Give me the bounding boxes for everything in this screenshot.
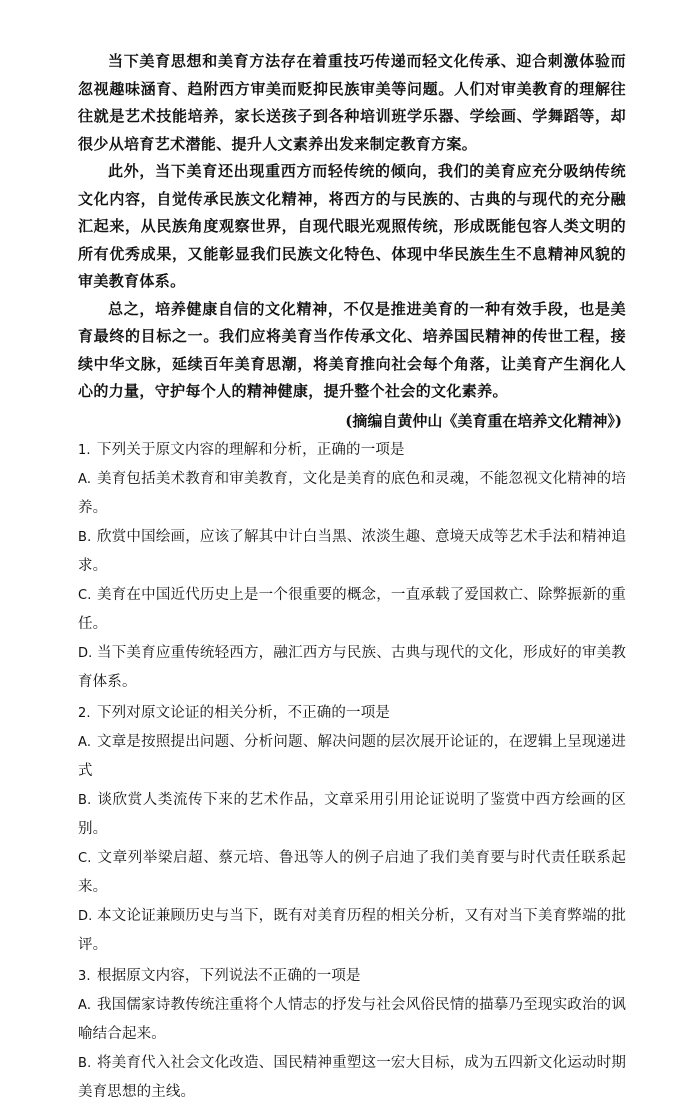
question-3: [78, 962, 626, 1107]
option-label: A.: [78, 997, 92, 1013]
option-text: 美育在中国近代历史上是一个很重要的概念，一直承载了爱国救亡、除弊振新的重任。: [78, 586, 626, 632]
option-label: A.: [78, 471, 92, 487]
option-label: C.: [78, 850, 92, 866]
option-text: 谈欣赏人类流传下来的艺术作品，文章采用引用论证说明了鉴赏中西方绘画的区别。: [78, 791, 626, 837]
option-label: D.: [78, 645, 93, 661]
option-text: 当下美育应重传统轻西方，融汇西方与民族、古典与现代的文化，形成好的审美教育体系。: [78, 644, 626, 690]
passage-source: (摘编自黄仲山《美育重在培养文化精神》): [345, 411, 622, 430]
option-text: 文章列举梁启超、蔡元培、鲁迅等人的例子启迪了我们美育要与时代责任联系起来。: [78, 849, 626, 895]
option-b[interactable]: [78, 1049, 626, 1107]
option-c[interactable]: [78, 581, 626, 639]
option-d[interactable]: [78, 902, 626, 960]
option-text: 将美育代入社会文化改造、国民精神重塑这一宏大目标，成为五四新文化运动时期美育思想的主线。: [78, 1054, 626, 1100]
option-b[interactable]: [78, 786, 626, 844]
question-number: 3.: [78, 968, 91, 984]
document-page: [78, 48, 626, 1107]
passage-paragraph-3: 总之，培养健康自信的文化精神，不仅是推进美育的一种有效手段，也是美育最终的目标之一。我们应将美育当作传承文化、培养国民精神的传世工程，接续中华文脉，延续百年美育思潮，将美育推向社会每个角落，让美育产生润化人心的力量，守护每个人的精神健康，提升整个社会的文化素养。: [78, 299, 626, 400]
question-text: 下列关于原文内容的理解和分析，正确的一项是: [97, 441, 405, 458]
passage-paragraph-1: 当下美育思想和美育方法存在着重技巧传递而轻文化传承、迎合刺激体验而忽视趣味涵育、趋附西方审美而贬抑民族审美等问题。人们对审美教育的理解往往就是艺术技能培养，家长送孩子到各种培训班学乐器、学绘画、学舞蹈等，却很少从培育艺术潜能、提升人文素养出发来制定教育方案。: [78, 52, 626, 153]
option-c[interactable]: [78, 844, 626, 902]
question-1: [78, 436, 626, 697]
option-text: 文章是按照提出问题、分析问题、解决问题的层次展开论证的，在逻辑上呈现递进式: [78, 733, 626, 779]
option-label: B.: [78, 1055, 92, 1071]
option-label: B.: [78, 529, 92, 545]
option-text: 美育包括美术教育和审美教育，文化是美育的底色和灵魂，不能忽视文化精神的培养。: [78, 470, 626, 516]
option-label: A.: [78, 734, 92, 750]
option-label: B.: [78, 792, 92, 808]
question-stem: [78, 699, 626, 728]
option-label: D.: [78, 908, 93, 924]
option-text: 本文论证兼顾历史与当下，既有对美育历程的相关分析，又有对当下美育弊端的批评。: [78, 907, 626, 953]
option-a[interactable]: [78, 728, 626, 786]
question-text: 下列对原文论证的相关分析，不正确的一项是: [97, 704, 390, 721]
question-stem: [78, 962, 626, 991]
option-text: 欣赏中国绘画，应该了解其中计白当黑、浓淡生趣、意境天成等艺术手法和精神追求。: [78, 528, 626, 574]
option-label: C.: [78, 587, 92, 603]
option-a[interactable]: [78, 465, 626, 523]
question-stem: [78, 436, 626, 465]
question-2: [78, 699, 626, 960]
option-d[interactable]: [78, 639, 626, 697]
question-number: 1.: [78, 442, 91, 458]
question-number: 2.: [78, 705, 91, 721]
question-text: 根据原文内容，下列说法不正确的一项是: [97, 967, 361, 984]
option-a[interactable]: [78, 991, 626, 1049]
option-text: 我国儒家诗教传统注重将个人情志的抒发与社会风俗民情的描摹乃至现实政治的讽喻结合起来。: [78, 996, 626, 1042]
option-b[interactable]: [78, 523, 626, 581]
passage-paragraph-2: 此外，当下美育还出现重西方而轻传统的倾向，我们的美育应充分吸纳传统文化内容，自觉传承民族文化精神，将西方的与民族的、古典的与现代的充分融汇起来，从民族角度观察世界，自现代眼光观照传统，形成既能包容人类文明的所有优秀成果，又能彰显我们民族文化特色、体现中华民族生生不息精神风貌的审美教育体系。: [78, 162, 626, 290]
